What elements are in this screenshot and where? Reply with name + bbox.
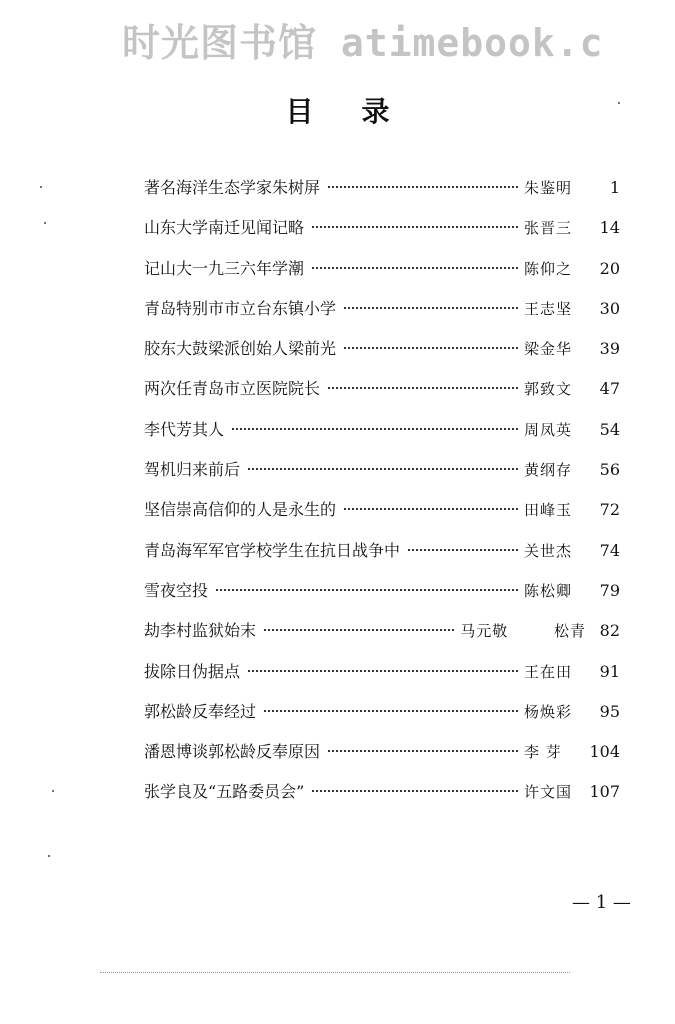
- dot-leader: [328, 750, 518, 752]
- toc-entry: [144, 692, 620, 732]
- entry-title: 著名海洋生态学家朱树屏: [144, 178, 321, 197]
- entry-page: 30: [599, 298, 620, 318]
- entry-title: 记山大一九三六年学潮: [144, 258, 305, 278]
- entry-page: 56: [599, 460, 620, 480]
- entry-page: 14: [599, 218, 620, 238]
- entry-page: 104: [589, 742, 620, 762]
- entry-page: 74: [599, 540, 620, 560]
- entry-title: 拔除日伪据点: [144, 661, 241, 681]
- dot-leader: [248, 468, 518, 470]
- dot-leader: [264, 629, 454, 631]
- entry-page: 107: [589, 782, 620, 802]
- dot-leader: [344, 307, 518, 309]
- dot-leader: [216, 589, 518, 591]
- entry-author: 王在田: [524, 662, 573, 681]
- entry-title: 李代芳其人: [144, 419, 225, 439]
- entry-title: 张学良及“五路委员会”: [144, 782, 305, 802]
- page-title: 目录: [285, 95, 438, 128]
- entry-author: 马元敬 松青: [460, 622, 586, 641]
- dot-leader: [312, 226, 518, 228]
- toc-entry: [144, 168, 620, 208]
- entry-page: 47: [599, 379, 620, 399]
- entry-author: 朱鉴明: [524, 179, 573, 197]
- page-number: — 1 —: [572, 892, 631, 913]
- entry-title: 潘恩博谈郭松龄反奉原因: [144, 742, 321, 762]
- dot-leader: [264, 710, 518, 712]
- toc-entry: [144, 490, 620, 530]
- toc-entry: [144, 249, 620, 289]
- toc-entry: [144, 289, 620, 329]
- entry-page: 54: [599, 419, 620, 439]
- entry-page: 1: [609, 178, 620, 197]
- scan-speck: [44, 222, 46, 224]
- entry-title: 郭松龄反奉经过: [144, 701, 257, 721]
- scan-speck: [48, 855, 50, 857]
- entry-author: 郭致文: [524, 380, 573, 399]
- entry-author: 李 芽: [524, 743, 562, 762]
- entry-title: 驾机归来前后: [144, 460, 241, 480]
- toc-entry: [144, 571, 620, 611]
- dot-leader: [312, 790, 518, 792]
- scan-artifact-line: [100, 972, 570, 973]
- scan-speck: [618, 102, 620, 104]
- watermark: 时光图书馆 atimebook.c: [122, 21, 604, 65]
- entry-author: 周凤英: [524, 420, 573, 439]
- dot-leader: [328, 387, 518, 389]
- entry-title: 坚信崇高信仰的人是永生的: [144, 500, 337, 520]
- entry-page: 79: [599, 580, 620, 600]
- toc-entry: [144, 531, 620, 571]
- entry-page: 20: [599, 258, 620, 278]
- entry-author: 黄纲存: [524, 461, 573, 480]
- entry-page: 95: [599, 701, 620, 721]
- scan-speck: [52, 790, 54, 792]
- toc-entry: [144, 208, 620, 248]
- dot-leader: [248, 670, 518, 672]
- toc-entry: [144, 369, 620, 409]
- dot-leader: [344, 508, 518, 510]
- entry-title: 两次任青岛市立医院院长: [144, 379, 321, 399]
- toc-entry: [144, 652, 620, 692]
- dot-leader: [328, 186, 518, 188]
- entry-title: 劫李村监狱始末: [144, 621, 257, 641]
- toc-entry: [144, 772, 620, 812]
- dot-leader: [408, 549, 518, 551]
- entry-author: 田峰玉: [524, 501, 573, 520]
- entry-page: 91: [599, 661, 620, 681]
- entry-page: 72: [599, 500, 620, 520]
- entry-page: 39: [599, 339, 620, 359]
- dot-leader: [232, 428, 518, 430]
- entry-author: 许文国: [524, 783, 573, 802]
- toc-entry: [144, 611, 620, 651]
- toc-entry: [144, 450, 620, 490]
- entry-author: 梁金华: [524, 340, 573, 359]
- toc-list: [144, 168, 620, 813]
- entry-title: 青岛特别市市立台东镇小学: [144, 298, 337, 318]
- entry-author: 王志坚: [524, 299, 573, 318]
- entry-author: 杨焕彩: [524, 702, 573, 721]
- entry-title: 胶东大鼓梁派创始人梁前光: [144, 339, 337, 359]
- entry-page: 82: [599, 621, 620, 641]
- entry-title: 青岛海军军官学校学生在抗日战争中: [144, 540, 401, 560]
- entry-author: 陈松卿: [524, 581, 573, 600]
- dot-leader: [312, 267, 518, 269]
- entry-title: 山东大学南迁见闻记略: [144, 218, 305, 238]
- entry-title: 雪夜空投: [144, 580, 209, 600]
- entry-author: 张晋三: [524, 219, 573, 238]
- toc-entry: [144, 732, 620, 772]
- toc-entry: [144, 329, 620, 369]
- toc-entry: [144, 410, 620, 450]
- dot-leader: [344, 347, 518, 349]
- entry-author: 陈仰之: [524, 259, 573, 278]
- entry-author: 关世杰: [524, 541, 573, 560]
- scan-speck: [40, 186, 42, 188]
